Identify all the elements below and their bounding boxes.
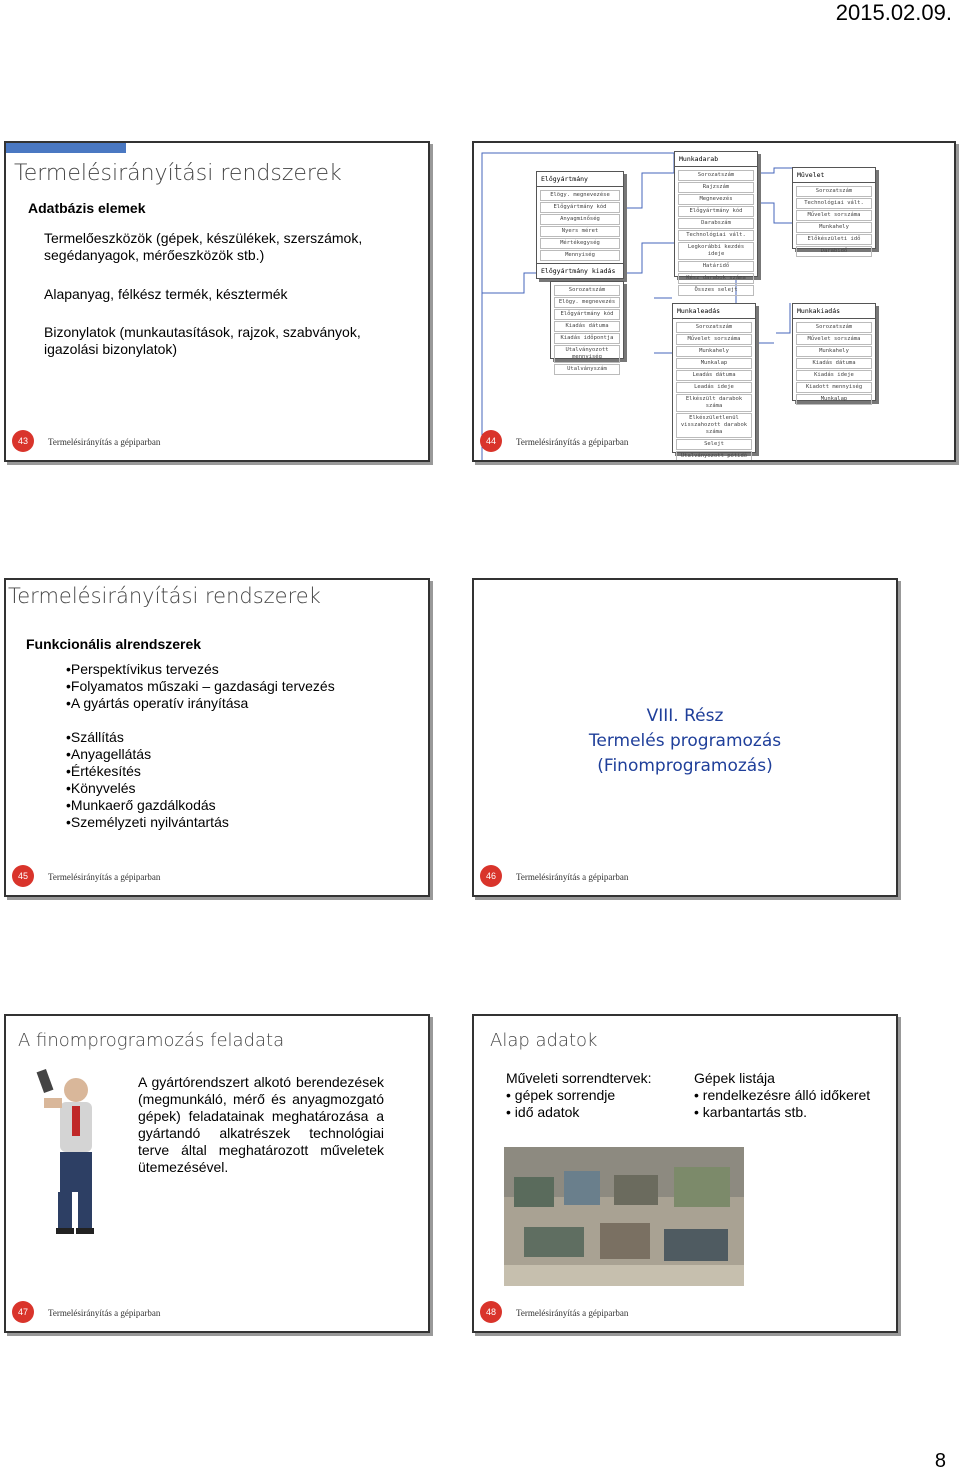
slide-subtitle: Adatbázis elemek	[28, 200, 146, 216]
table-field: Utalványszám	[554, 364, 620, 375]
table-field: Technológiai vált.	[796, 198, 872, 209]
table-field: Mértékegység	[540, 238, 620, 249]
table-field: Sorozatszám	[554, 285, 620, 296]
table-field: Legkorábbi kezdés ideje	[678, 242, 754, 260]
table-title: Munkaleadás	[673, 304, 755, 319]
slide-48	[472, 1014, 898, 1333]
section-title: Termelés programozás	[588, 731, 782, 751]
footer-text: Termelésirányítás a gépiparban	[48, 1308, 161, 1318]
list-item: • Könyvelés	[66, 780, 229, 797]
slide-title: A finomprogramozás feladata	[18, 1030, 285, 1051]
table-elogyartmany	[536, 171, 624, 279]
slide-title: Termelésirányítási rendszerek	[14, 161, 342, 186]
slide-43	[4, 141, 430, 462]
footer-text: Termelésirányítás a gépiparban	[516, 1308, 629, 1318]
table-field: Utalványozott pótidő	[676, 451, 752, 462]
table-field: Előgyártmány kód	[678, 206, 754, 217]
table-field: Elkészült darabok száma	[676, 394, 752, 412]
table-munkakiadas	[792, 303, 876, 401]
table-field: Darabszám	[678, 218, 754, 229]
factory-floor-image	[504, 1147, 744, 1286]
table-field: Mennyiség	[540, 250, 620, 261]
slide-footer	[474, 422, 954, 460]
list-item: • Anyagellátás	[66, 746, 229, 763]
bullet-list	[66, 661, 335, 712]
table-muvelet	[792, 167, 876, 254]
slide-44	[472, 141, 956, 462]
footer-text: Termelésirányítás a gépiparban	[48, 437, 161, 447]
footer-text: Termelésirányítás a gépiparban	[516, 437, 629, 447]
slide-subtitle: Funkcionális alrendszerek	[26, 636, 202, 652]
bullet-list	[694, 1087, 870, 1121]
slide-title: Termelésirányítási rendszerek	[8, 584, 321, 608]
list-item: • Munkaerő gazdálkodás	[66, 797, 229, 814]
table-field: Munkahely	[796, 222, 872, 233]
table-field: Művelet sorszáma	[676, 334, 752, 345]
list-item: • rendelkezésre álló időkeret	[694, 1087, 870, 1104]
table-field: Sorozatszám	[796, 322, 872, 333]
section-title: (Finomprogramozás)	[597, 756, 773, 776]
body-text: A gyártórendszert alkotó berendezések (megmunkáló, mérő és anyagmozgató gépek) feladatainak meghatározása a gyártandó alkatrészek technológiai terve által meghatározott műveletek ütemezésével.	[138, 1074, 384, 1175]
table-field: Munkahely	[676, 346, 752, 357]
table-field: Leadás dátuma	[676, 370, 752, 381]
list-item: • karbantartás stb.	[694, 1104, 870, 1121]
text-line: Termelőeszközök (gépek, készülékek, szerszámok, segédanyagok, mérőeszközök stb.)	[44, 230, 363, 263]
slide-number-badge: 48	[480, 1301, 502, 1323]
table-field: Sorozatszám	[676, 322, 752, 333]
table-munkadarab	[674, 151, 758, 293]
section-title: VIII. Rész	[646, 706, 724, 726]
table-field: Rajzszám	[678, 182, 754, 193]
text-line: Alapanyag, félkész termék, késztermék	[44, 286, 288, 302]
table-field: Kiadás időpontja	[554, 333, 620, 344]
slide-footer	[6, 1293, 428, 1331]
bullet-list	[506, 1087, 615, 1121]
slide-footer	[474, 1293, 896, 1331]
slide-45	[4, 578, 430, 897]
slide-number-badge: 43	[12, 430, 34, 452]
table-field: Munkahely	[796, 346, 872, 357]
slide-footer	[6, 857, 428, 895]
table-field: Kiadás ideje	[796, 370, 872, 381]
table-field: Határidő	[678, 261, 754, 272]
list-item: • idő adatok	[506, 1104, 615, 1121]
slide-title: Alap adatok	[490, 1030, 598, 1051]
page-number: 8	[934, 1450, 946, 1472]
slide-number-badge: 44	[480, 430, 502, 452]
table-field: Sorozatszám	[796, 186, 872, 197]
footer-text: Termelésirányítás a gépiparban	[48, 872, 161, 882]
table-field: Nyers méret	[540, 226, 620, 237]
worker-with-wrench-image	[36, 1068, 108, 1236]
table-field: Kiadott mennyiség	[796, 382, 872, 393]
table-field: Elkészületlenül visszahozott darabok száma	[676, 413, 752, 438]
table-field: Sorozatszám	[678, 170, 754, 181]
slide-47	[4, 1014, 430, 1333]
column-heading: Műveleti sorrendtervek:	[506, 1070, 652, 1086]
table-field: Darabidő	[796, 246, 872, 257]
slide-footer	[474, 857, 896, 895]
table-field: Előgyártmány kód	[540, 202, 620, 213]
table-field: Technológiai vált.	[678, 230, 754, 241]
list-item: • Folyamatos műszaki – gazdasági tervezés	[66, 678, 335, 695]
table-field: Előkészületi idő	[796, 234, 872, 245]
table-field: Megnevezés	[678, 194, 754, 205]
slide-46	[472, 578, 898, 897]
slide-ribbon	[6, 143, 126, 153]
table-field: Anyagminőség	[540, 214, 620, 225]
table-field: Művelet sorszáma	[796, 210, 872, 221]
slide-number-badge: 47	[12, 1301, 34, 1323]
list-item: • gépek sorrendje	[506, 1087, 615, 1104]
table-field: Munkalap	[796, 394, 872, 405]
table-field: Elögy. megnevezés	[554, 297, 620, 308]
slide-footer	[6, 422, 428, 460]
table-elogyartmany-kiadas	[550, 281, 624, 372]
table-field: Leadás ideje	[676, 382, 752, 393]
table-field: Selejt	[676, 439, 752, 450]
table-title: Előgyártmány	[537, 172, 623, 187]
footer-text: Termelésirányítás a gépiparban	[516, 872, 629, 882]
table-field: Előgyártmány kód	[554, 309, 620, 320]
table-footer: Előgyártmány kiadás	[537, 263, 623, 278]
table-field: Kiadás dátuma	[554, 321, 620, 332]
list-item: • Perspektívikus tervezés	[66, 661, 335, 678]
column-heading: Gépek listája	[694, 1070, 775, 1086]
table-field: Elögy. megnevezése	[540, 190, 620, 201]
table-field: Művelet sorszáma	[796, 334, 872, 345]
text-line: Bizonylatok (munkautasítások, rajzok, szabványok, igazolási bizonylatok)	[44, 324, 361, 357]
list-item: • A gyártás operatív irányítása	[66, 695, 335, 712]
table-field: Utalványozott mennyiség	[554, 345, 620, 363]
table-field: Munkalap	[676, 358, 752, 369]
bullet-list	[66, 729, 229, 831]
header-date: 2015.02.09.	[835, 0, 952, 25]
list-item: • Értékesítés	[66, 763, 229, 780]
table-field: Kész darabok száma	[678, 273, 754, 284]
table-field: Kiadás dátuma	[796, 358, 872, 369]
table-field: Összes selejt	[678, 285, 754, 296]
slide-number-badge: 46	[480, 865, 502, 887]
table-title: Munkakiadás	[793, 304, 875, 319]
list-item: • Szállítás	[66, 729, 229, 746]
list-item: • Személyzeti nyilvántartás	[66, 814, 229, 831]
table-title: Munkadarab	[675, 152, 757, 167]
table-title: Művelet	[793, 168, 875, 183]
slide-number-badge: 45	[12, 865, 34, 887]
